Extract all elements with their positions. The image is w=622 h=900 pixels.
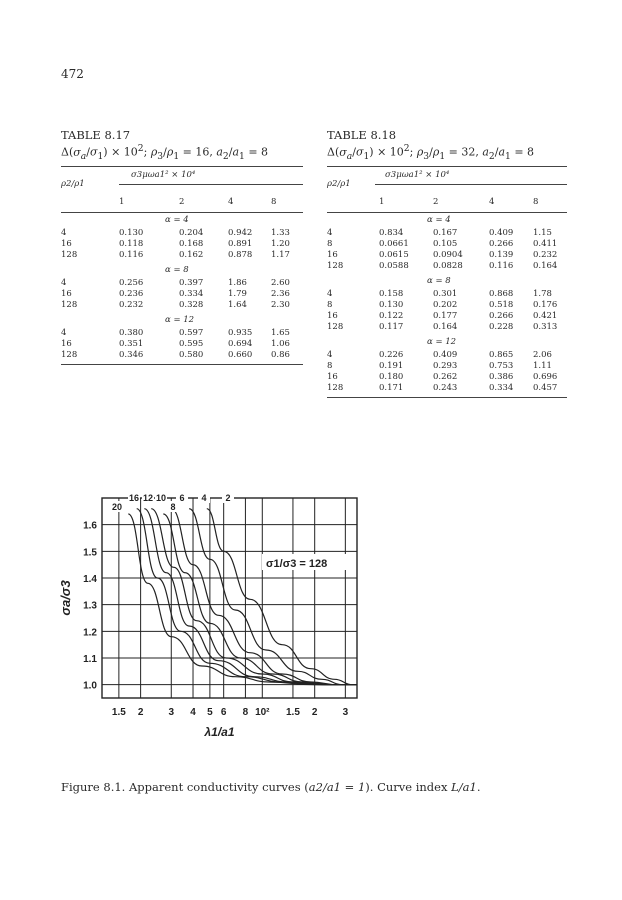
table-cell: 0.386 bbox=[489, 371, 514, 382]
x-tick-label: 2 bbox=[311, 707, 318, 718]
caption-text-2: ). Curve index bbox=[365, 780, 452, 794]
x-tick-label: 8 bbox=[242, 707, 249, 718]
table-cell: 0.177 bbox=[433, 310, 458, 321]
row-key: 16 bbox=[327, 249, 338, 260]
caption-text: Figure 8.1. Apparent conductivity curves ( bbox=[61, 780, 309, 794]
table-cell: 0.162 bbox=[179, 249, 204, 260]
table-cell: 0.171 bbox=[379, 382, 404, 393]
row-header: ρ2/ρ1 bbox=[61, 178, 85, 189]
caption-formula: a2/a1 = 1 bbox=[308, 780, 366, 794]
table-cell: 0.293 bbox=[433, 360, 458, 371]
table-cell: 1.64 bbox=[228, 299, 247, 310]
alpha-label: α = 4 bbox=[165, 214, 189, 225]
table-cell: 0.226 bbox=[379, 349, 404, 360]
table-cell: 0.118 bbox=[119, 238, 144, 249]
table-cell: 0.0904 bbox=[433, 249, 463, 260]
table-row bbox=[61, 289, 303, 300]
alpha-label: α = 12 bbox=[427, 336, 457, 347]
row-key: 128 bbox=[327, 321, 344, 332]
table-cell: 0.328 bbox=[179, 299, 204, 310]
table-header bbox=[61, 167, 303, 197]
table-cell: 0.176 bbox=[533, 299, 558, 310]
row-key: 16 bbox=[61, 288, 72, 299]
table-cell: 1.11 bbox=[533, 360, 552, 371]
y-tick-label: 1.5 bbox=[83, 547, 97, 559]
table-cell: 0.878 bbox=[228, 249, 253, 260]
table-cell: 0.243 bbox=[433, 382, 458, 393]
table-row bbox=[61, 278, 303, 289]
table-cell: 0.256 bbox=[119, 277, 144, 288]
table-row bbox=[327, 289, 567, 300]
table-row bbox=[327, 239, 567, 250]
table-cell: 0.130 bbox=[119, 227, 144, 238]
table-cell: 0.0615 bbox=[379, 249, 409, 260]
table-cell: 0.421 bbox=[533, 310, 558, 321]
table-cell: 0.164 bbox=[433, 321, 458, 332]
row-key: 4 bbox=[327, 288, 333, 299]
x-tick-label: 5 bbox=[207, 707, 213, 718]
y-tick-label: 1.6 bbox=[83, 520, 97, 532]
table-cell: 0.351 bbox=[119, 338, 144, 349]
row-key: 128 bbox=[61, 299, 78, 310]
table-header bbox=[327, 167, 567, 197]
row-key: 16 bbox=[327, 371, 338, 382]
figure-caption bbox=[61, 780, 480, 794]
y-axis-label: σa/σ3 bbox=[58, 580, 73, 616]
row-key: 4 bbox=[61, 277, 67, 288]
col-label: 2 bbox=[179, 196, 185, 207]
table-row bbox=[61, 300, 303, 311]
table-cell: 0.122 bbox=[379, 310, 404, 321]
table-cell: 0.891 bbox=[228, 238, 253, 249]
table-cell: 1.86 bbox=[228, 277, 247, 288]
table-8-17 bbox=[61, 128, 303, 365]
header-rule bbox=[327, 212, 567, 213]
table-cell: 0.865 bbox=[489, 349, 514, 360]
table-cell: 0.580 bbox=[179, 349, 204, 360]
row-key: 128 bbox=[61, 249, 78, 260]
table-row bbox=[327, 361, 567, 372]
row-key: 8 bbox=[327, 360, 333, 371]
table-cell: 0.204 bbox=[179, 227, 204, 238]
table-cell: 0.86 bbox=[271, 349, 290, 360]
x-tick-label: 6 bbox=[220, 707, 227, 718]
table-row bbox=[61, 228, 303, 239]
table-cell: 2.36 bbox=[271, 288, 290, 299]
alpha-label: α = 4 bbox=[427, 214, 451, 225]
table-cell: 0.0828 bbox=[433, 260, 463, 271]
col-label: 4 bbox=[228, 196, 234, 207]
table-cell: 0.232 bbox=[533, 249, 558, 260]
table-cell: 1.33 bbox=[271, 227, 290, 238]
caption-index: L/a1 bbox=[451, 780, 477, 794]
table-cell: 0.130 bbox=[379, 299, 404, 310]
col-header: σ3μωa1² × 10⁴ bbox=[385, 169, 450, 180]
table-cell: 0.694 bbox=[228, 338, 253, 349]
table-cell: 0.457 bbox=[533, 382, 558, 393]
table-cell: 0.868 bbox=[489, 288, 514, 299]
table-title: TABLE 8.17 bbox=[61, 128, 131, 142]
caption-end: . bbox=[476, 780, 481, 794]
table-body bbox=[327, 215, 567, 394]
table-cell: 0.164 bbox=[533, 260, 558, 271]
table-row bbox=[327, 372, 567, 383]
table-cell: 0.753 bbox=[489, 360, 514, 371]
x-tick-label: 1.5 bbox=[111, 707, 126, 718]
table-cell: 2.60 bbox=[271, 277, 290, 288]
table-cell: 0.409 bbox=[433, 349, 458, 360]
table-row bbox=[327, 261, 567, 272]
row-key: 128 bbox=[61, 349, 78, 360]
table-cell: 2.30 bbox=[271, 299, 290, 310]
row-key: 16 bbox=[61, 338, 72, 349]
x-axis-label: λ1/a1 bbox=[204, 725, 235, 739]
col-label: 4 bbox=[489, 196, 495, 207]
table-cell: 0.202 bbox=[433, 299, 458, 310]
header-underline bbox=[119, 184, 303, 185]
header-rule bbox=[61, 212, 303, 213]
y-tick-label: 1.0 bbox=[83, 680, 97, 692]
curve-index-label: 2 bbox=[225, 493, 231, 503]
x-tick-label: 3 bbox=[342, 707, 349, 718]
y-tick-label: 1.4 bbox=[83, 574, 97, 585]
table-row bbox=[61, 339, 303, 350]
table-row bbox=[327, 311, 567, 322]
table-cell: 0.228 bbox=[489, 321, 514, 332]
x-tick-label: 3 bbox=[168, 707, 175, 718]
table-cell: 1.17 bbox=[271, 249, 290, 260]
curve-index-label: 8 bbox=[170, 502, 176, 512]
table-cell: 0.696 bbox=[533, 371, 558, 382]
table-cell: 0.116 bbox=[119, 249, 144, 260]
table-cell: 0.236 bbox=[119, 288, 144, 299]
table-cell: 0.0661 bbox=[379, 238, 409, 249]
row-key: 16 bbox=[61, 238, 72, 249]
table-cell: 0.158 bbox=[379, 288, 404, 299]
conductivity-chart bbox=[54, 490, 374, 750]
table-cell: 1.15 bbox=[533, 227, 552, 238]
col-label: 2 bbox=[433, 196, 439, 207]
table-cell: 0.117 bbox=[379, 321, 404, 332]
x-tick-label: 2 bbox=[137, 707, 144, 718]
x-tick-label: 10² bbox=[255, 707, 270, 718]
table-cell: 0.262 bbox=[433, 371, 458, 382]
table-cell: 0.0588 bbox=[379, 260, 409, 271]
table-cell: 0.191 bbox=[379, 360, 404, 371]
row-key: 4 bbox=[61, 327, 67, 338]
table-cell: 0.180 bbox=[379, 371, 404, 382]
bottom-rule bbox=[61, 364, 303, 365]
column-numbers bbox=[61, 197, 303, 212]
table-cell: 2.06 bbox=[533, 349, 552, 360]
table-cell: 0.660 bbox=[228, 349, 253, 360]
table-cell: 1.79 bbox=[228, 288, 247, 299]
table-cell: 0.266 bbox=[489, 238, 514, 249]
curve-index-label: 6 bbox=[179, 493, 185, 503]
table-cell: 0.834 bbox=[379, 227, 404, 238]
table-cell: 0.168 bbox=[179, 238, 204, 249]
table-cell: 0.105 bbox=[433, 238, 458, 249]
curve-annotation: σ1/σ3 = 128 bbox=[266, 558, 328, 570]
table-cell: 0.266 bbox=[489, 310, 514, 321]
col-label: 8 bbox=[271, 196, 277, 207]
row-key: 128 bbox=[327, 260, 344, 271]
y-tick-label: 1.1 bbox=[83, 654, 97, 665]
table-cell: 0.409 bbox=[489, 227, 514, 238]
table-cell: 0.334 bbox=[179, 288, 204, 299]
row-header: ρ2/ρ1 bbox=[327, 178, 351, 189]
col-header: σ3μωa1² × 10⁴ bbox=[131, 169, 196, 180]
table-cell: 0.232 bbox=[119, 299, 144, 310]
table-title: TABLE 8.18 bbox=[327, 128, 397, 142]
table-cell: 0.301 bbox=[433, 288, 458, 299]
curve-index-label: 20 bbox=[111, 502, 123, 512]
table-cell: 0.942 bbox=[228, 227, 253, 238]
row-key: 4 bbox=[327, 349, 333, 360]
row-key: 16 bbox=[327, 310, 338, 321]
col-label: 1 bbox=[379, 196, 385, 207]
table-8-18 bbox=[327, 128, 567, 398]
header-underline bbox=[375, 184, 567, 185]
curve-8 bbox=[163, 514, 357, 685]
table-body bbox=[61, 215, 303, 361]
alpha-label: α = 12 bbox=[165, 314, 195, 325]
table-cell: 0.313 bbox=[533, 321, 558, 332]
table-row bbox=[327, 383, 567, 394]
curve-index-label: 4 bbox=[201, 493, 207, 503]
table-subtitle: $\Delta(\sigma_a/\sigma_1) \times 10^2$; $\rho_3/\rho_1 = 16$, $a_2/a_1 = 8$ bbox=[61, 143, 269, 162]
table-row bbox=[327, 250, 567, 261]
curve-index-label: 16 bbox=[128, 493, 140, 503]
table-row bbox=[327, 350, 567, 361]
table-cell: 0.411 bbox=[533, 238, 558, 249]
row-key: 128 bbox=[327, 382, 344, 393]
row-key: 4 bbox=[327, 227, 333, 238]
alpha-label: α = 8 bbox=[427, 275, 451, 286]
x-tick-label: 1.5 bbox=[285, 707, 300, 718]
y-tick-label: 1.2 bbox=[83, 627, 97, 639]
table-cell: 0.935 bbox=[228, 327, 253, 338]
table-cell: 0.334 bbox=[489, 382, 514, 393]
table-cell: 1.20 bbox=[271, 238, 290, 249]
table-cell: 1.06 bbox=[271, 338, 290, 349]
col-label: 8 bbox=[533, 196, 539, 207]
table-cell: 0.346 bbox=[119, 349, 144, 360]
col-label: 1 bbox=[119, 196, 125, 207]
table-cell: 0.116 bbox=[489, 260, 514, 271]
figure-8-1 bbox=[54, 490, 374, 750]
y-tick-label: 1.3 bbox=[83, 600, 97, 612]
table-cell: 0.167 bbox=[433, 227, 458, 238]
table-cell: 1.65 bbox=[271, 327, 290, 338]
bottom-rule bbox=[327, 397, 567, 398]
table-row bbox=[327, 228, 567, 239]
column-numbers bbox=[327, 197, 567, 212]
row-key: 8 bbox=[327, 299, 333, 310]
table-cell: 0.380 bbox=[119, 327, 144, 338]
table-row bbox=[61, 350, 303, 361]
table-row bbox=[61, 328, 303, 339]
table-cell: 0.518 bbox=[489, 299, 514, 310]
x-tick-label: 4 bbox=[190, 707, 196, 718]
alpha-label: α = 8 bbox=[165, 264, 189, 275]
table-row bbox=[61, 250, 303, 261]
table-row bbox=[327, 322, 567, 333]
table-cell: 0.397 bbox=[179, 277, 204, 288]
row-key: 8 bbox=[327, 238, 333, 249]
table-row bbox=[327, 300, 567, 311]
row-key: 4 bbox=[61, 227, 67, 238]
curve-index-label: 10 bbox=[155, 493, 167, 503]
table-cell: 1.78 bbox=[533, 288, 552, 299]
curve-index-label: 12 bbox=[142, 493, 154, 503]
table-cell: 0.597 bbox=[179, 327, 204, 338]
page-number: 472 bbox=[61, 67, 84, 81]
table-cell: 0.595 bbox=[179, 338, 204, 349]
table-cell: 0.139 bbox=[489, 249, 514, 260]
table-row bbox=[61, 239, 303, 250]
table-subtitle: $\Delta(\sigma_a/\sigma_1) \times 10^2$; $\rho_3/\rho_1 = 32$, $a_2/a_1 = 8$ bbox=[327, 143, 535, 162]
